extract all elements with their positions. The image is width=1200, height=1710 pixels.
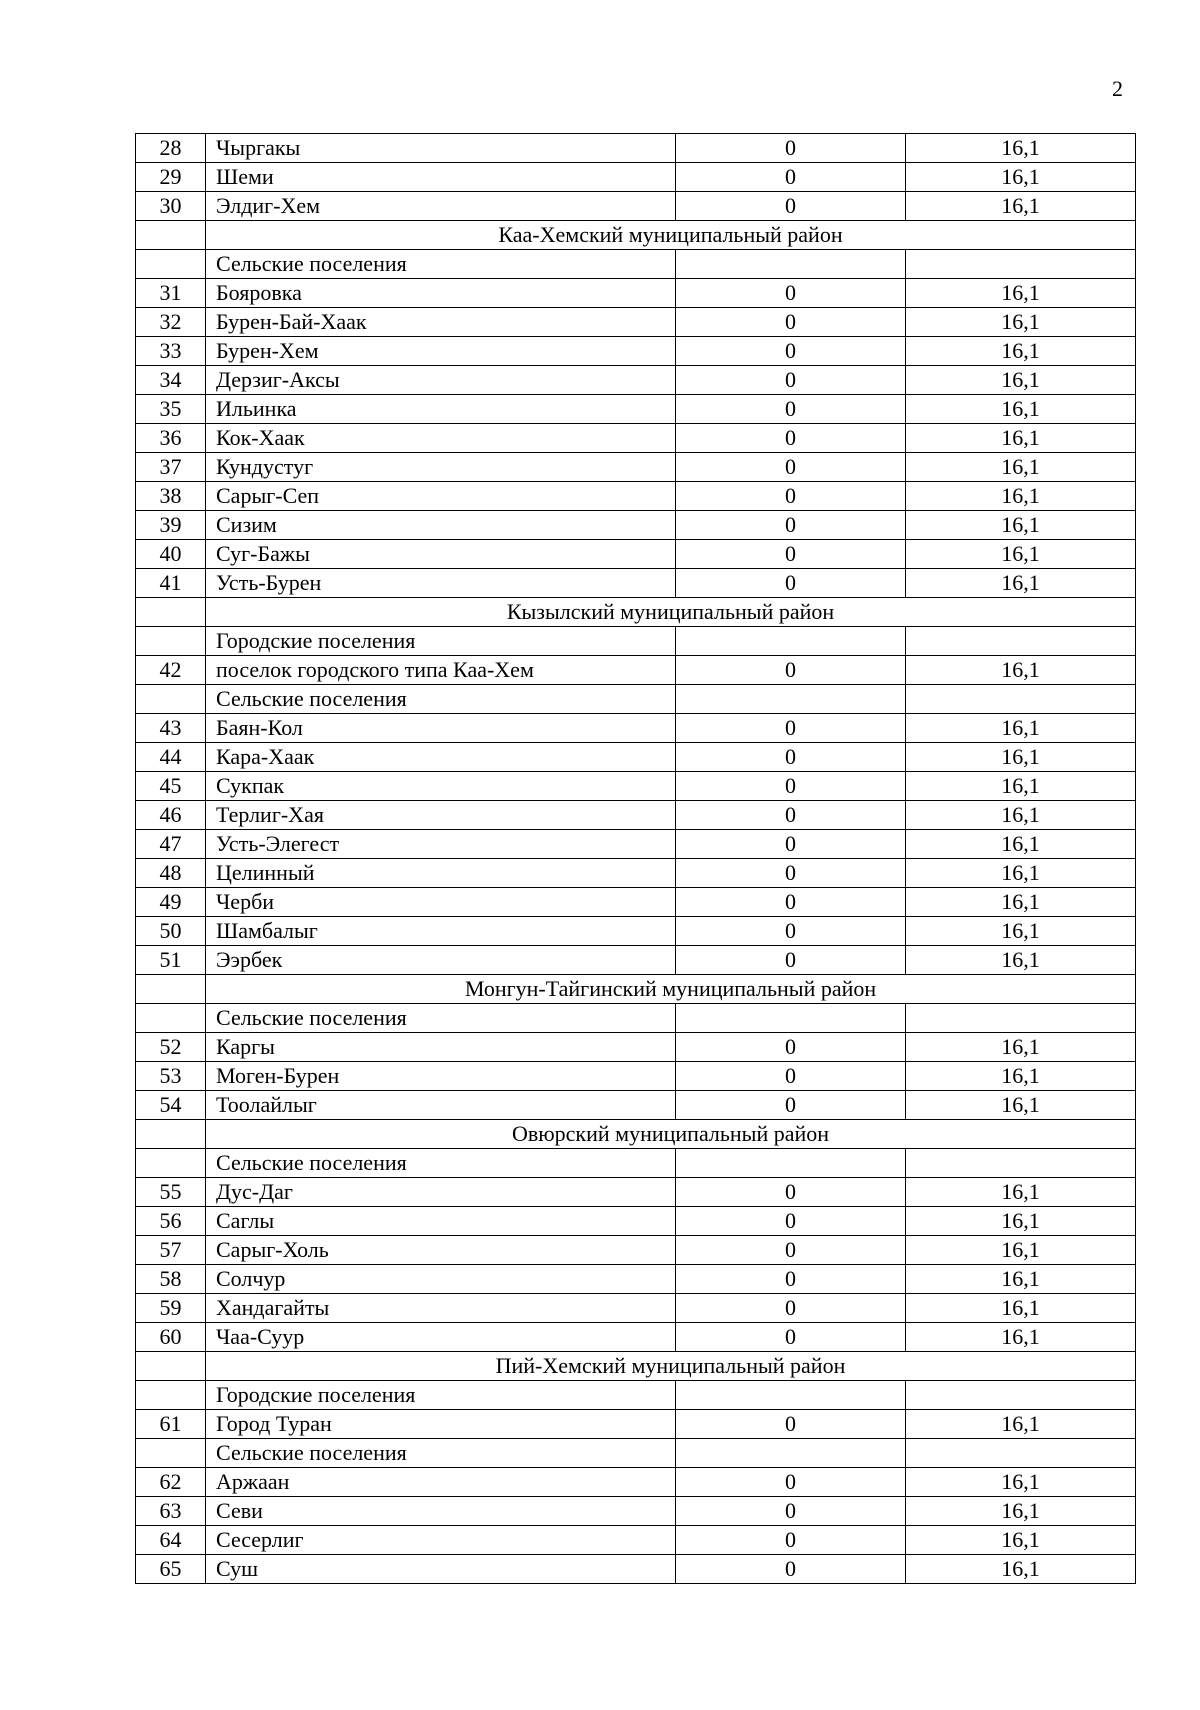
district-name: Пий-Хемский муниципальный район xyxy=(206,1352,1136,1381)
value-1: 0 xyxy=(676,366,906,395)
table-row xyxy=(136,888,1136,917)
value-1: 0 xyxy=(676,743,906,772)
settlement-name: Хандагайты xyxy=(206,1294,676,1323)
value-1: 0 xyxy=(676,1555,906,1584)
table-row xyxy=(136,656,1136,685)
row-number-empty xyxy=(136,250,206,279)
district-row xyxy=(136,1120,1136,1149)
value-1: 0 xyxy=(676,1497,906,1526)
table-row xyxy=(136,772,1136,801)
row-number-empty xyxy=(136,1120,206,1149)
settlements-table xyxy=(135,133,1136,1584)
row-number: 46 xyxy=(136,801,206,830)
settlement-type-row xyxy=(136,1381,1136,1410)
table-row xyxy=(136,424,1136,453)
value-2: 16,1 xyxy=(906,511,1136,540)
settlement-name: Ильинка xyxy=(206,395,676,424)
value-2: 16,1 xyxy=(906,772,1136,801)
settlement-name: Кара-Хаак xyxy=(206,743,676,772)
row-number: 38 xyxy=(136,482,206,511)
value-2: 16,1 xyxy=(906,1236,1136,1265)
table-row xyxy=(136,1468,1136,1497)
value-2: 16,1 xyxy=(906,714,1136,743)
row-number: 51 xyxy=(136,946,206,975)
value-2: 16,1 xyxy=(906,1468,1136,1497)
value-2: 16,1 xyxy=(906,366,1136,395)
value-1: 0 xyxy=(676,946,906,975)
value-1: 0 xyxy=(676,1236,906,1265)
value-1: 0 xyxy=(676,1091,906,1120)
value-1: 0 xyxy=(676,540,906,569)
value-2: 16,1 xyxy=(906,1091,1136,1120)
value-2: 16,1 xyxy=(906,279,1136,308)
row-number: 42 xyxy=(136,656,206,685)
value-1-empty xyxy=(676,627,906,656)
table-row xyxy=(136,453,1136,482)
table-row xyxy=(136,337,1136,366)
settlement-name: Элдиг-Хем xyxy=(206,192,676,221)
settlement-name: Аржаан xyxy=(206,1468,676,1497)
row-number: 48 xyxy=(136,859,206,888)
row-number: 64 xyxy=(136,1526,206,1555)
value-2: 16,1 xyxy=(906,1033,1136,1062)
settlement-name: Кундустуг xyxy=(206,453,676,482)
value-2: 16,1 xyxy=(906,453,1136,482)
table-row xyxy=(136,801,1136,830)
settlement-name: Солчур xyxy=(206,1265,676,1294)
row-number: 57 xyxy=(136,1236,206,1265)
settlement-name: Суш xyxy=(206,1555,676,1584)
row-number: 49 xyxy=(136,888,206,917)
value-2: 16,1 xyxy=(906,1062,1136,1091)
value-2: 16,1 xyxy=(906,134,1136,163)
value-2-empty xyxy=(906,1439,1136,1468)
row-number-empty xyxy=(136,1381,206,1410)
settlement-name: Моген-Бурен xyxy=(206,1062,676,1091)
value-2: 16,1 xyxy=(906,946,1136,975)
table-row xyxy=(136,1062,1136,1091)
row-number: 58 xyxy=(136,1265,206,1294)
settlement-name: Город Туран xyxy=(206,1410,676,1439)
value-2: 16,1 xyxy=(906,540,1136,569)
value-2-empty xyxy=(906,1381,1136,1410)
row-number-empty xyxy=(136,221,206,250)
row-number: 55 xyxy=(136,1178,206,1207)
value-2: 16,1 xyxy=(906,424,1136,453)
value-2: 16,1 xyxy=(906,656,1136,685)
value-1: 0 xyxy=(676,337,906,366)
settlement-name: Сарыг-Сеп xyxy=(206,482,676,511)
settlement-name: Каргы xyxy=(206,1033,676,1062)
row-number: 32 xyxy=(136,308,206,337)
value-1: 0 xyxy=(676,1468,906,1497)
row-number: 47 xyxy=(136,830,206,859)
value-1: 0 xyxy=(676,395,906,424)
row-number: 63 xyxy=(136,1497,206,1526)
row-number-empty xyxy=(136,1004,206,1033)
table-row xyxy=(136,1207,1136,1236)
row-number: 30 xyxy=(136,192,206,221)
row-number: 56 xyxy=(136,1207,206,1236)
settlement-name: Суг-Бажы xyxy=(206,540,676,569)
table-row xyxy=(136,482,1136,511)
settlement-type-row xyxy=(136,685,1136,714)
value-1: 0 xyxy=(676,192,906,221)
value-1-empty xyxy=(676,250,906,279)
table-row xyxy=(136,1033,1136,1062)
table-row xyxy=(136,1236,1136,1265)
page-number: 2 xyxy=(1112,76,1123,101)
settlement-name: Кок-Хаак xyxy=(206,424,676,453)
row-number: 28 xyxy=(136,134,206,163)
value-2-empty xyxy=(906,1149,1136,1178)
value-2: 16,1 xyxy=(906,192,1136,221)
table-row xyxy=(136,134,1136,163)
table-row xyxy=(136,192,1136,221)
settlement-name: Сесерлиг xyxy=(206,1526,676,1555)
value-2-empty xyxy=(906,685,1136,714)
value-1: 0 xyxy=(676,888,906,917)
value-2: 16,1 xyxy=(906,1178,1136,1207)
value-1: 0 xyxy=(676,569,906,598)
table-row xyxy=(136,1410,1136,1439)
row-number-empty xyxy=(136,1352,206,1381)
value-1-empty xyxy=(676,1439,906,1468)
settlement-type: Городские поселения xyxy=(206,627,676,656)
value-1: 0 xyxy=(676,1033,906,1062)
settlement-name: Целинный xyxy=(206,859,676,888)
table-row xyxy=(136,511,1136,540)
value-2: 16,1 xyxy=(906,1555,1136,1584)
table-row xyxy=(136,830,1136,859)
settlement-type: Сельские поселения xyxy=(206,1439,676,1468)
row-number: 39 xyxy=(136,511,206,540)
row-number: 29 xyxy=(136,163,206,192)
value-2-empty xyxy=(906,250,1136,279)
value-2: 16,1 xyxy=(906,1410,1136,1439)
settlement-type: Сельские поселения xyxy=(206,1149,676,1178)
row-number-empty xyxy=(136,627,206,656)
district-name: Каа-Хемский муниципальный район xyxy=(206,221,1136,250)
value-1: 0 xyxy=(676,1410,906,1439)
value-2: 16,1 xyxy=(906,859,1136,888)
row-number: 34 xyxy=(136,366,206,395)
value-1-empty xyxy=(676,1149,906,1178)
row-number-empty xyxy=(136,975,206,1004)
table-row xyxy=(136,1526,1136,1555)
value-1: 0 xyxy=(676,1526,906,1555)
table-row xyxy=(136,279,1136,308)
value-1: 0 xyxy=(676,424,906,453)
row-number: 33 xyxy=(136,337,206,366)
table-row xyxy=(136,714,1136,743)
value-1: 0 xyxy=(676,917,906,946)
settlement-name: Шамбалыг xyxy=(206,917,676,946)
value-1: 0 xyxy=(676,830,906,859)
value-2: 16,1 xyxy=(906,1294,1136,1323)
row-number: 41 xyxy=(136,569,206,598)
value-1: 0 xyxy=(676,163,906,192)
table-row xyxy=(136,366,1136,395)
settlement-type: Сельские поселения xyxy=(206,250,676,279)
value-1: 0 xyxy=(676,308,906,337)
settlement-name: Дус-Даг xyxy=(206,1178,676,1207)
settlement-name: Бурен-Хем xyxy=(206,337,676,366)
table-row xyxy=(136,1294,1136,1323)
row-number: 31 xyxy=(136,279,206,308)
value-1: 0 xyxy=(676,656,906,685)
value-1: 0 xyxy=(676,1207,906,1236)
district-row xyxy=(136,975,1136,1004)
table-row xyxy=(136,1323,1136,1352)
value-2: 16,1 xyxy=(906,888,1136,917)
value-2: 16,1 xyxy=(906,1497,1136,1526)
row-number: 35 xyxy=(136,395,206,424)
value-1: 0 xyxy=(676,134,906,163)
settlement-type: Городские поселения xyxy=(206,1381,676,1410)
settlement-name: Тоолайлыг xyxy=(206,1091,676,1120)
settlement-name: Дерзиг-Аксы xyxy=(206,366,676,395)
settlement-type-row xyxy=(136,250,1136,279)
row-number-empty xyxy=(136,1439,206,1468)
row-number: 50 xyxy=(136,917,206,946)
value-2: 16,1 xyxy=(906,917,1136,946)
district-name: Монгун-Тайгинский муниципальный район xyxy=(206,975,1136,1004)
value-1-empty xyxy=(676,1004,906,1033)
value-1: 0 xyxy=(676,1323,906,1352)
table-row xyxy=(136,743,1136,772)
value-2: 16,1 xyxy=(906,482,1136,511)
table-body xyxy=(136,134,1136,1584)
value-2: 16,1 xyxy=(906,337,1136,366)
value-1: 0 xyxy=(676,714,906,743)
value-1: 0 xyxy=(676,1062,906,1091)
row-number: 53 xyxy=(136,1062,206,1091)
value-1: 0 xyxy=(676,801,906,830)
value-2: 16,1 xyxy=(906,801,1136,830)
row-number: 36 xyxy=(136,424,206,453)
settlement-name: Шеми xyxy=(206,163,676,192)
row-number-empty xyxy=(136,685,206,714)
settlement-name: Сукпак xyxy=(206,772,676,801)
row-number: 52 xyxy=(136,1033,206,1062)
district-name: Овюрский муниципальный район xyxy=(206,1120,1136,1149)
value-2: 16,1 xyxy=(906,395,1136,424)
value-1: 0 xyxy=(676,511,906,540)
value-1: 0 xyxy=(676,1265,906,1294)
settlement-name: Сарыг-Холь xyxy=(206,1236,676,1265)
value-2: 16,1 xyxy=(906,743,1136,772)
row-number: 54 xyxy=(136,1091,206,1120)
value-2: 16,1 xyxy=(906,308,1136,337)
value-2-empty xyxy=(906,627,1136,656)
settlement-name: Бурен-Бай-Хаак xyxy=(206,308,676,337)
value-2-empty xyxy=(906,1004,1136,1033)
settlement-type: Сельские поселения xyxy=(206,685,676,714)
table-row xyxy=(136,1555,1136,1584)
settlement-name: Сизим xyxy=(206,511,676,540)
table-row xyxy=(136,540,1136,569)
settlement-name: Севи xyxy=(206,1497,676,1526)
row-number: 59 xyxy=(136,1294,206,1323)
row-number-empty xyxy=(136,1149,206,1178)
table-row xyxy=(136,308,1136,337)
settlement-type: Сельские поселения xyxy=(206,1004,676,1033)
row-number: 45 xyxy=(136,772,206,801)
row-number: 60 xyxy=(136,1323,206,1352)
table-row xyxy=(136,946,1136,975)
value-2: 16,1 xyxy=(906,1265,1136,1294)
table-row xyxy=(136,163,1136,192)
value-2: 16,1 xyxy=(906,1323,1136,1352)
table-row xyxy=(136,1497,1136,1526)
settlement-name: Чаа-Суур xyxy=(206,1323,676,1352)
settlement-type-row xyxy=(136,1439,1136,1468)
settlement-name: Усть-Бурен xyxy=(206,569,676,598)
district-row xyxy=(136,1352,1136,1381)
table-row xyxy=(136,917,1136,946)
row-number: 44 xyxy=(136,743,206,772)
value-2: 16,1 xyxy=(906,830,1136,859)
district-name: Кызылский муниципальный район xyxy=(206,598,1136,627)
value-1: 0 xyxy=(676,279,906,308)
value-2: 16,1 xyxy=(906,163,1136,192)
table-row xyxy=(136,1091,1136,1120)
value-1-empty xyxy=(676,1381,906,1410)
value-1: 0 xyxy=(676,772,906,801)
settlement-name: Терлиг-Хая xyxy=(206,801,676,830)
row-number-empty xyxy=(136,598,206,627)
settlement-name: Чыргакы xyxy=(206,134,676,163)
table-row xyxy=(136,1178,1136,1207)
value-2: 16,1 xyxy=(906,569,1136,598)
row-number: 61 xyxy=(136,1410,206,1439)
settlement-type-row xyxy=(136,1004,1136,1033)
row-number: 37 xyxy=(136,453,206,482)
value-2: 16,1 xyxy=(906,1207,1136,1236)
settlement-name: поселок городского типа Каа-Хем xyxy=(206,656,676,685)
settlement-name: Ээрбек xyxy=(206,946,676,975)
value-2: 16,1 xyxy=(906,1526,1136,1555)
value-1: 0 xyxy=(676,1294,906,1323)
settlement-name: Баян-Кол xyxy=(206,714,676,743)
value-1-empty xyxy=(676,685,906,714)
settlement-name: Бояровка xyxy=(206,279,676,308)
district-row xyxy=(136,598,1136,627)
district-row xyxy=(136,221,1136,250)
settlement-name: Черби xyxy=(206,888,676,917)
table-row xyxy=(136,395,1136,424)
settlement-type-row xyxy=(136,627,1136,656)
table-row xyxy=(136,859,1136,888)
table-row xyxy=(136,1265,1136,1294)
row-number: 65 xyxy=(136,1555,206,1584)
settlement-type-row xyxy=(136,1149,1136,1178)
value-1: 0 xyxy=(676,1178,906,1207)
value-1: 0 xyxy=(676,482,906,511)
value-1: 0 xyxy=(676,453,906,482)
table-row xyxy=(136,569,1136,598)
settlement-name: Саглы xyxy=(206,1207,676,1236)
row-number: 40 xyxy=(136,540,206,569)
row-number: 62 xyxy=(136,1468,206,1497)
row-number: 43 xyxy=(136,714,206,743)
settlement-name: Усть-Элегест xyxy=(206,830,676,859)
value-1: 0 xyxy=(676,859,906,888)
